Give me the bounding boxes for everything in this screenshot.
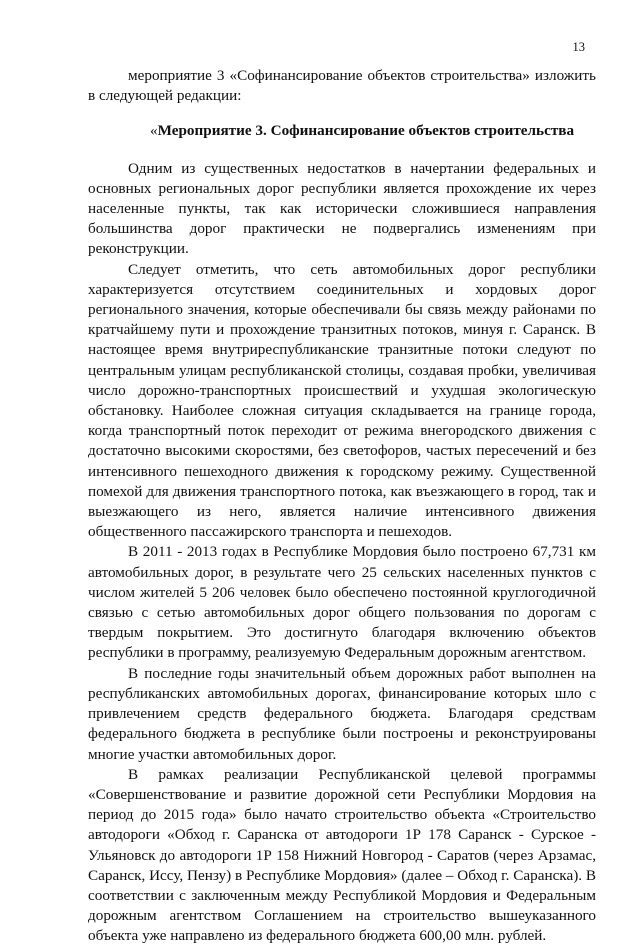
heading-open-quote: « (150, 122, 158, 140)
body-paragraph-2: Следует отметить, что сеть автомобильных дорог республики характеризуется отсутствием соединительных и хордовых дорог регионального значения, которые обеспечивали бы связь между районами по кратчайшему пути и прохождение транзитных потоков, минуя г. Саранск. В настоящее время внутриреспубликанские транзитные потоки следуют по центральным улицам республиканской столицы, создавая пробки, увеличивая число дорожно-транспортных происшествий и ухудшая экологическую обстановку. Наиболее сложная ситуация складывается на границе города, когда транспортный поток переходит от режима внегородского движения с достаточно высокими скоростями, без светофоров, частых пересечений и без интенсивного пешеходного движения к городскому режиму. Существенной помехой для движения транспортного потока, как въезжающего в город, так и выезжающего из него, является наличие интенсивного движения общественного пассажирского транспорта и пешеходов. (88, 260, 596, 541)
intro-paragraph: мероприятие 3 «Софинансирование объектов строительства» изложить в следующей редакции: (88, 67, 596, 105)
body-paragraph-3: В 2011 - 2013 годах в Республике Мордовия было построено 67,731 км автомобильных дорог, в результате чего 25 сельских населенных пунктов с числом жителей 5 206 человек было обеспечено постоянной круглогодичной связью с сетью автомобильных дорог общего пользования по дорогам с твердым покрытием. Это достигнуто благодаря включению объектов республики в программу, реализуемую Федеральным дорожным агентством. (88, 543, 596, 662)
heading-text: Мероприятие 3. Софинансирование объектов строительства (157, 122, 575, 140)
body-paragraph-5: В рамках реализации Республиканской целевой программы «Совершенствование и развитие дорожной сети Республики Мордовия на период до 2015 года» было начато строительство объекта «Строительство автодороги «Обход г. Саранска от автодороги 1Р 178 Саранск - Сурское - Ульяновск до автодороги 1Р 158 Нижний Новгород - Саратов (через Арзамас, Саранск, Иссу, Пензу) в Республике Мордовия» (далее – Обход г. Саранска). В соответствии с заключенным между Республикой Мордовия и Федеральным дорожным агентством Соглашением на строительство вышеуказанного объекта уже направлено из федерального бюджета 600,00 млн. рублей. (88, 765, 596, 945)
page-number: 13 (572, 40, 585, 54)
document-body (88, 66, 596, 947)
body-paragraph-1: Одним из существенных недостатков в начертании федеральных и основных региональных дорог республики является прохождение их через населенные пункты, так как исторически сложившиеся направления большинства дорог практически не подвергались изменениям при реконструкции. (88, 159, 596, 258)
section-heading (88, 121, 596, 141)
body-paragraph-4: В последние годы значительный объем дорожных работ выполнен на республиканских автомобильных дорогах, финансирование которых шло с привлечением средств федерального бюджета. Благодаря средствам федерального бюджета в республике были построены и реконструированы многие участки автомобильных дорог. (88, 664, 596, 763)
